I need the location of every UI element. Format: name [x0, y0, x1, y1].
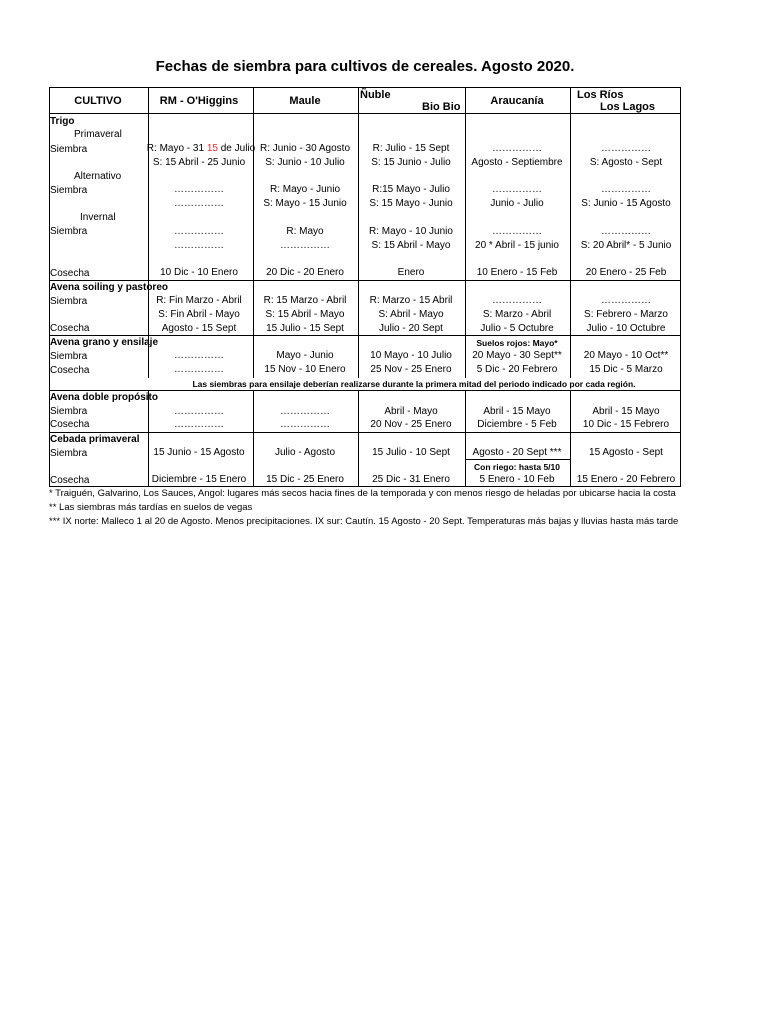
trigo-inv-r-arauc: ……………	[492, 226, 542, 237]
soiling-s-rios: S: Febrero - Marzo	[584, 309, 668, 320]
grano-s-rm: ……………	[174, 350, 224, 361]
column-divider	[570, 391, 571, 487]
soiling-s-maule: S: 15 Abril - Mayo	[265, 309, 345, 320]
cebada-s-arauc: Agosto - 20 Sept ***	[472, 447, 562, 458]
trigo-alt-r-maule: R: Mayo - Junio	[269, 184, 341, 195]
soiling-r-nuble: R: Marzo - 15 Abril	[369, 295, 453, 306]
column-divider	[148, 87, 149, 378]
column-divider	[358, 391, 359, 487]
grano-cos-rm: ……………	[174, 364, 224, 375]
trigo-alt-r-rios: ……………	[601, 184, 651, 195]
soiling-r-arauc: ……………	[492, 295, 542, 306]
trigo-inv-s-rm: ……………	[174, 240, 224, 251]
header-biobio: Bio Bio	[422, 101, 461, 113]
trigo-prim-r-arauc: ……………	[492, 143, 542, 154]
row-label-siembra: Siembra	[50, 448, 88, 459]
grano-s-maule: Mayo - Junio	[276, 350, 334, 361]
section-divider	[49, 432, 681, 433]
trigo-cos-arauc: 10 Enero - 15 Feb	[476, 267, 558, 278]
trigo-prim-s-arauc: Agosto - Septiembre	[471, 157, 563, 168]
soiling-r-rm: R: Fin Marzo - Abril	[156, 295, 242, 306]
grano-cos-nuble: 25 Nov - 25 Enero	[370, 364, 452, 375]
trigo-alt-s-nuble: S: 15 Mayo - Junio	[369, 198, 453, 209]
cebada-cos-rm: Diciembre - 15 Enero	[151, 474, 247, 485]
trigo-inv-r-rios: ……………	[601, 226, 651, 237]
cebada-cos-nuble: 25 Dic - 31 Enero	[372, 474, 450, 485]
grano-cos-maule: 15 Nov - 10 Enero	[264, 364, 346, 375]
trigo-alt-r-rm: ……………	[174, 184, 224, 195]
soiling-cos-nuble: Julio - 20 Sept	[379, 323, 443, 334]
section-divider	[49, 280, 681, 281]
footnote-1: * Traiguén, Galvarino, Los Sauces, Angol: lugares más secos hacia fines de la temporada y con menos riesgo de heladas por ubicarse hacia la costa	[49, 488, 676, 499]
soiling-s-nuble: S: Abril - Mayo	[378, 309, 444, 320]
header-nuble: Ñuble	[360, 89, 391, 101]
trigo-prim-r-maule: R: Junio - 30 Agosto	[259, 143, 351, 154]
doble-cos-arauc: Diciembre - 5 Feb	[477, 419, 557, 430]
doble-cos-maule: ……………	[280, 419, 330, 430]
section-avena-soiling: Avena soiling y pastoreo	[50, 282, 168, 293]
cebada-cos-maule: 15 Dic - 25 Enero	[266, 474, 344, 485]
subsection-invernal: Invernal	[80, 212, 116, 223]
grano-s-rios: 20 Mayo - 10 Oct**	[583, 350, 669, 361]
column-divider	[465, 87, 466, 378]
soiling-cos-rm: Agosto - 15 Sept	[161, 323, 237, 334]
footnote-2: ** Las siembras más tardías en suelos de vegas	[49, 502, 253, 513]
trigo-alt-r-nuble: R:15 Mayo - Julio	[372, 184, 450, 195]
doble-s-arauc: Abril - 15 Mayo	[483, 406, 551, 417]
section-cebada: Cebada primaveral	[50, 434, 140, 445]
footnotes	[0, 485, 688, 530]
header-divider	[49, 113, 681, 114]
trigo-inv-s-rios: S: 20 Abril* - 5 Junio	[580, 240, 672, 251]
row-label-siembra: Siembra	[50, 185, 88, 196]
trigo-inv-s-arauc: 20 * Abril - 15 junio	[475, 240, 559, 251]
row-label-siembra: Siembra	[50, 226, 88, 237]
doble-cos-rm: ……………	[174, 419, 224, 430]
trigo-prim-r-nuble: R: Julio - 15 Sept	[372, 143, 450, 154]
grano-s-arauc: 20 Mayo - 30 Sept**	[472, 350, 562, 361]
section-avena-doble: Avena doble propósito	[50, 392, 158, 403]
trigo-prim-r-rm: R: Mayo - 31 15 de Julio	[146, 143, 256, 154]
doble-s-maule: ……………	[280, 406, 330, 417]
row-label-cosecha: Cosecha	[50, 419, 90, 430]
suelos-rojos-note: Suelos rojos: Mayo*	[476, 338, 558, 348]
soiling-cos-maule: 15 Julio - 15 Sept	[266, 323, 344, 334]
column-divider	[465, 391, 466, 487]
trigo-prim-r-rios: ……………	[601, 143, 651, 154]
trigo-prim-s-rm: S: 15 Abril - 25 Junio	[152, 157, 246, 168]
subsection-primaveral: Primaveral	[74, 129, 122, 140]
row-label-siembra: Siembra	[50, 406, 88, 417]
row-label-siembra: Siembra	[50, 351, 88, 362]
page-title: Fechas de siembra para cultivos de cereales. Agosto 2020.	[155, 58, 575, 75]
cebada-s-rios: 15 Agosto - Sept	[589, 447, 663, 458]
doble-s-nuble: Abril - Mayo	[384, 406, 438, 417]
cebada-s-nuble: 15 Julio - 10 Sept	[372, 447, 450, 458]
column-divider	[570, 87, 571, 378]
subsection-alternativo: Alternativo	[74, 171, 122, 182]
trigo-prim-s-maule: S: Junio - 10 Julio	[265, 157, 345, 168]
trigo-cos-maule: 20 Dic - 20 Enero	[266, 267, 344, 278]
row-label-siembra: Siembra	[50, 296, 88, 307]
grano-s-nuble: 10 Mayo - 10 Julio	[370, 350, 452, 361]
trigo-alt-s-maule: S: Mayo - 15 Junio	[263, 198, 347, 209]
footnote-3: *** IX norte: Malleco 1 al 20 de Agosto. Menos precipitaciones. IX sur: Cautín. 15 Agosto - 20 Sept. Temperaturas más bajas y lluvias hasta más tarde	[49, 516, 679, 527]
column-divider	[148, 391, 149, 487]
soiling-s-rm: S: Fin Abril - Mayo	[158, 309, 240, 320]
soiling-cos-rios: Julio - 10 Octubre	[586, 323, 666, 334]
doble-cos-nuble: 20 Nov - 25 Enero	[370, 419, 452, 430]
header-araucania: Araucanía	[490, 95, 544, 107]
soiling-r-maule: R: 15 Marzo - Abril	[263, 295, 347, 306]
soiling-r-rios: ……………	[601, 295, 651, 306]
header-cultivo: CULTIVO	[74, 95, 122, 107]
trigo-alt-s-rios: S: Junio - 15 Agosto	[581, 198, 671, 209]
grano-cos-rios: 15 Dic - 5 Marzo	[589, 364, 663, 375]
cebada-cos-arauc: 5 Enero - 10 Feb	[479, 474, 555, 485]
trigo-cos-rios: 20 Enero - 25 Feb	[585, 267, 667, 278]
ensilaje-note: Las siembras para ensilaje deberían realizarse durante la primera mitad del periodo indicado por cada región.	[192, 379, 636, 389]
trigo-inv-r-rm: ……………	[174, 226, 224, 237]
doble-s-rm: ……………	[174, 406, 224, 417]
row-label-cosecha: Cosecha	[50, 475, 90, 486]
trigo-cos-nuble: Enero	[397, 267, 425, 278]
trigo-alt-r-arauc: ……………	[492, 184, 542, 195]
section-divider	[49, 335, 681, 336]
con-riego-note: Con riego: hasta 5/10	[474, 462, 560, 472]
trigo-cos-rm: 10 Dic - 10 Enero	[160, 267, 238, 278]
cebada-cos-rios: 15 Enero - 20 Febrero	[576, 474, 676, 485]
row-label-siembra: Siembra	[50, 144, 88, 155]
header-losrios: Los Ríos	[577, 89, 624, 101]
arauc-cebada-divider	[465, 459, 570, 460]
header-maule: Maule	[289, 95, 321, 107]
row-label-cosecha: Cosecha	[50, 365, 90, 376]
trigo-inv-r-maule: R: Mayo	[286, 226, 324, 237]
soiling-cos-arauc: Julio - 5 Octubre	[480, 323, 554, 334]
section-avena-grano: Avena grano y ensilaje	[50, 337, 159, 348]
trigo-inv-s-maule: ……………	[280, 240, 330, 251]
column-divider	[358, 87, 359, 378]
doble-cos-rios: 10 Dic - 15 Febrero	[582, 419, 670, 430]
row-label-cosecha: Cosecha	[50, 268, 90, 279]
trigo-prim-s-rios: S: Agosto - Sept	[589, 157, 663, 168]
doble-s-rios: Abril - 15 Mayo	[592, 406, 660, 417]
soiling-s-arauc: S: Marzo - Abril	[482, 309, 552, 320]
grano-cos-arauc: 5 Dic - 20 Febrero	[476, 364, 558, 375]
row-label-cosecha: Cosecha	[50, 323, 90, 334]
header-loslagos: Los Lagos	[600, 101, 656, 113]
trigo-inv-s-nuble: S: 15 Abril - Mayo	[371, 240, 451, 251]
column-divider	[253, 87, 254, 378]
trigo-prim-s-nuble: S: 15 Junio - Julio	[371, 157, 451, 168]
section-trigo: Trigo	[50, 116, 75, 127]
cebada-s-maule: Julio - Agosto	[274, 447, 336, 458]
trigo-alt-s-rm: ……………	[174, 198, 224, 209]
cebada-s-rm: 15 Junio - 15 Agosto	[153, 447, 245, 458]
trigo-inv-r-nuble: R: Mayo - 10 Junio	[369, 226, 453, 237]
trigo-alt-s-arauc: Junio - Julio	[490, 198, 544, 209]
column-divider	[253, 391, 254, 487]
section-divider	[49, 390, 681, 391]
header-rm: RM - O'Higgins	[159, 95, 239, 107]
